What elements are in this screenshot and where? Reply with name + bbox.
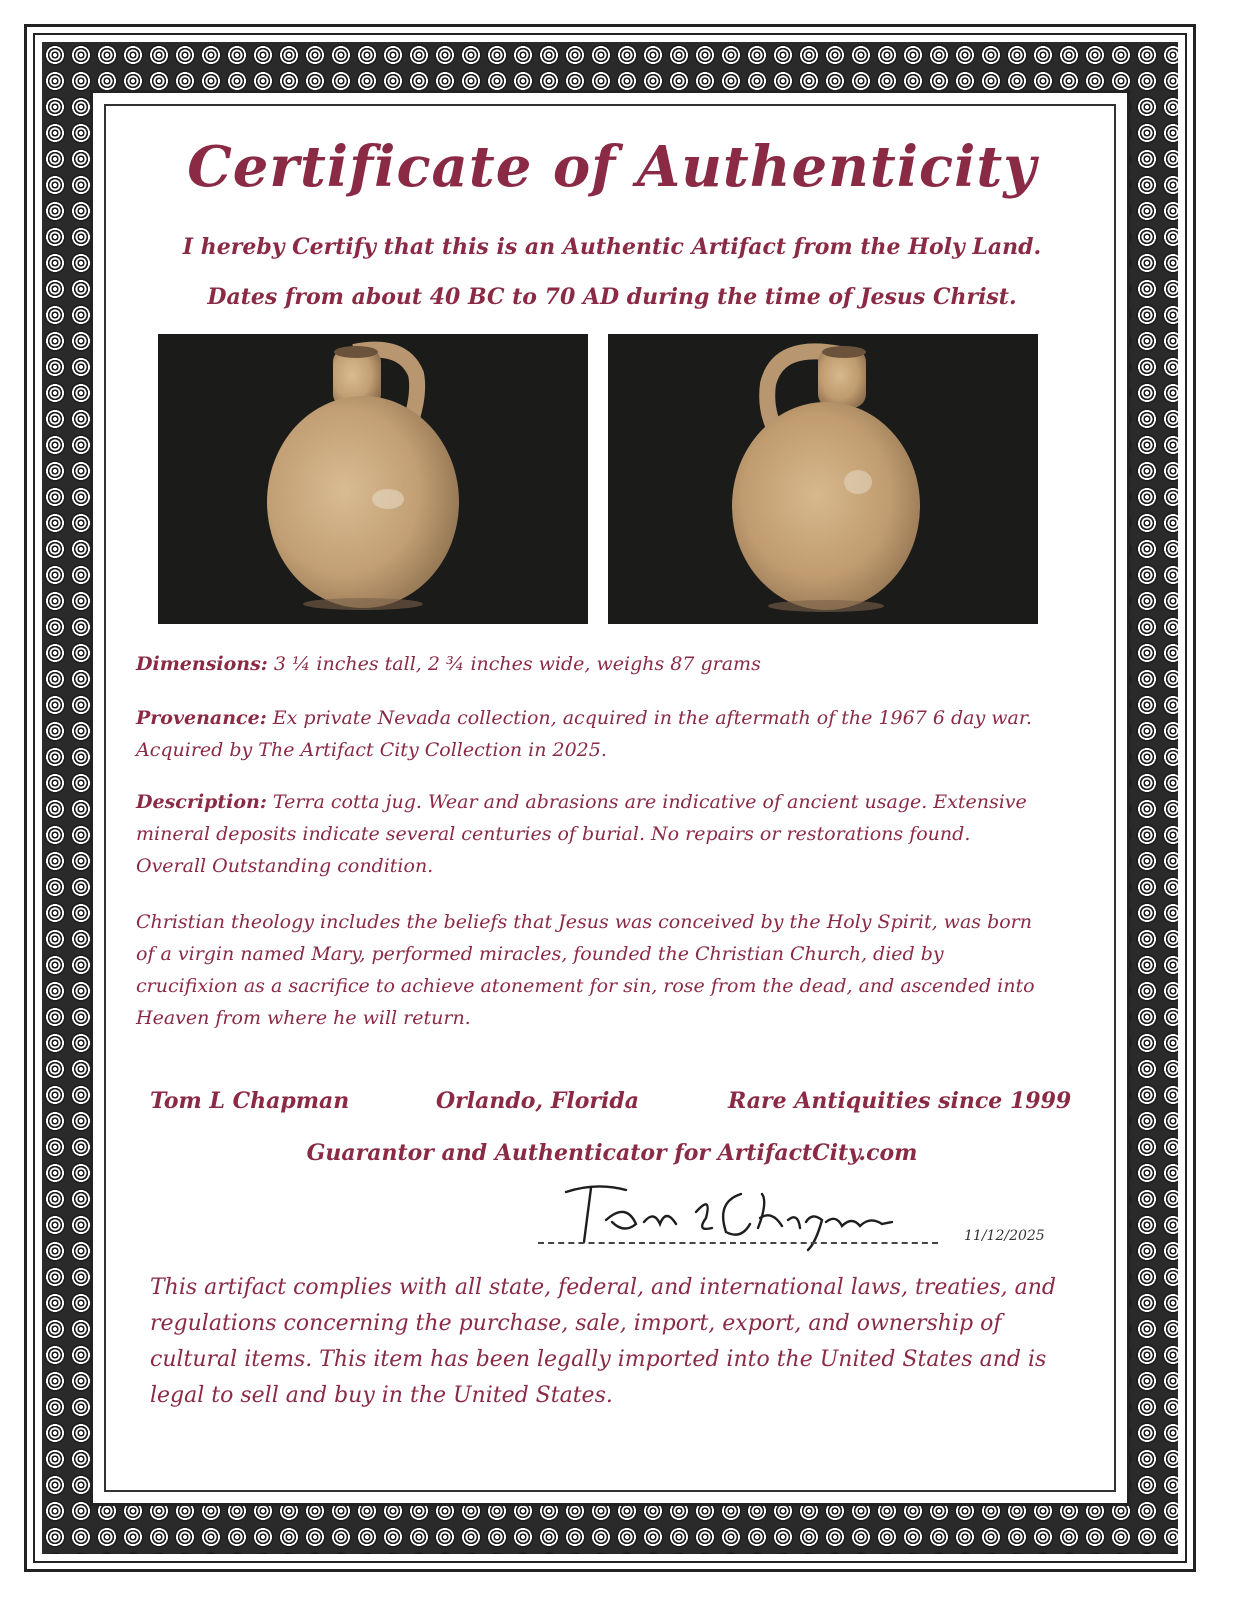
description-text: Terra cotta jug. Wear and abrasions are indicative of ancient usage. Extensive mineral deposits indicate several centuries of burial. No repairs or restorations found. Overall Outstanding condition. (136, 791, 1027, 877)
dating-statement: Dates from about 40 BC to 70 AD during the time of Jesus Christ. (207, 284, 1017, 310)
signature-date: 11/12/2025 (964, 1228, 1045, 1244)
provenance-text: Ex private Nevada collection, acquired in the aftermath of the 1967 6 day war. Acquired by The Artifact City Collection in 2025. (136, 707, 1032, 761)
description-label: Description: (136, 791, 267, 813)
signature-text: Tom L Chapman (536, 1172, 545, 1173)
handwritten-signature (536, 1172, 946, 1252)
certificate-content (104, 104, 1116, 1492)
certificate-title: Certificate of Authenticity (187, 134, 1037, 200)
signatory-name: Tom L Chapman (150, 1088, 350, 1114)
artifact-photo-back (608, 334, 1038, 624)
dimensions-label: Dimensions: (136, 653, 268, 675)
signatory-city: Orlando, Florida (436, 1088, 639, 1114)
signatory-business: Rare Antiquities since 1999 (728, 1088, 1072, 1114)
signature-line (538, 1242, 938, 1244)
artifact-photo-front (158, 334, 588, 624)
dimensions-paragraph (136, 648, 1036, 680)
guarantor-line: Guarantor and Authenticator for ArtifactCity.com (306, 1140, 918, 1166)
provenance-label: Provenance: (136, 707, 267, 729)
theology-paragraph: Christian theology includes the beliefs that Jesus was conceived by the Holy Spirit, was born of a virgin named Mary, performed miracles, founded the Christian Church, died by crucifixion as a sacrifice to achieve atonement for sin, rose from the dead, and ascended into Heaven from where he will return. (136, 911, 1035, 1029)
provenance-paragraph (136, 702, 1036, 766)
legal-compliance-statement: This artifact complies with all state, federal, and international laws, treaties, and regulations concerning the purchase, sale, import, export, and ownership of cultural items. This item has been legally imported into the United States and is legal to sell and buy in the United States. (150, 1275, 1056, 1408)
dimensions-text: 3 ¼ inches tall, 2 ¾ inches wide, weighs 87 grams (267, 653, 761, 675)
description-paragraph (136, 786, 1036, 882)
certify-statement: I hereby Certify that this is an Authentic Artifact from the Holy Land. (182, 234, 1042, 260)
